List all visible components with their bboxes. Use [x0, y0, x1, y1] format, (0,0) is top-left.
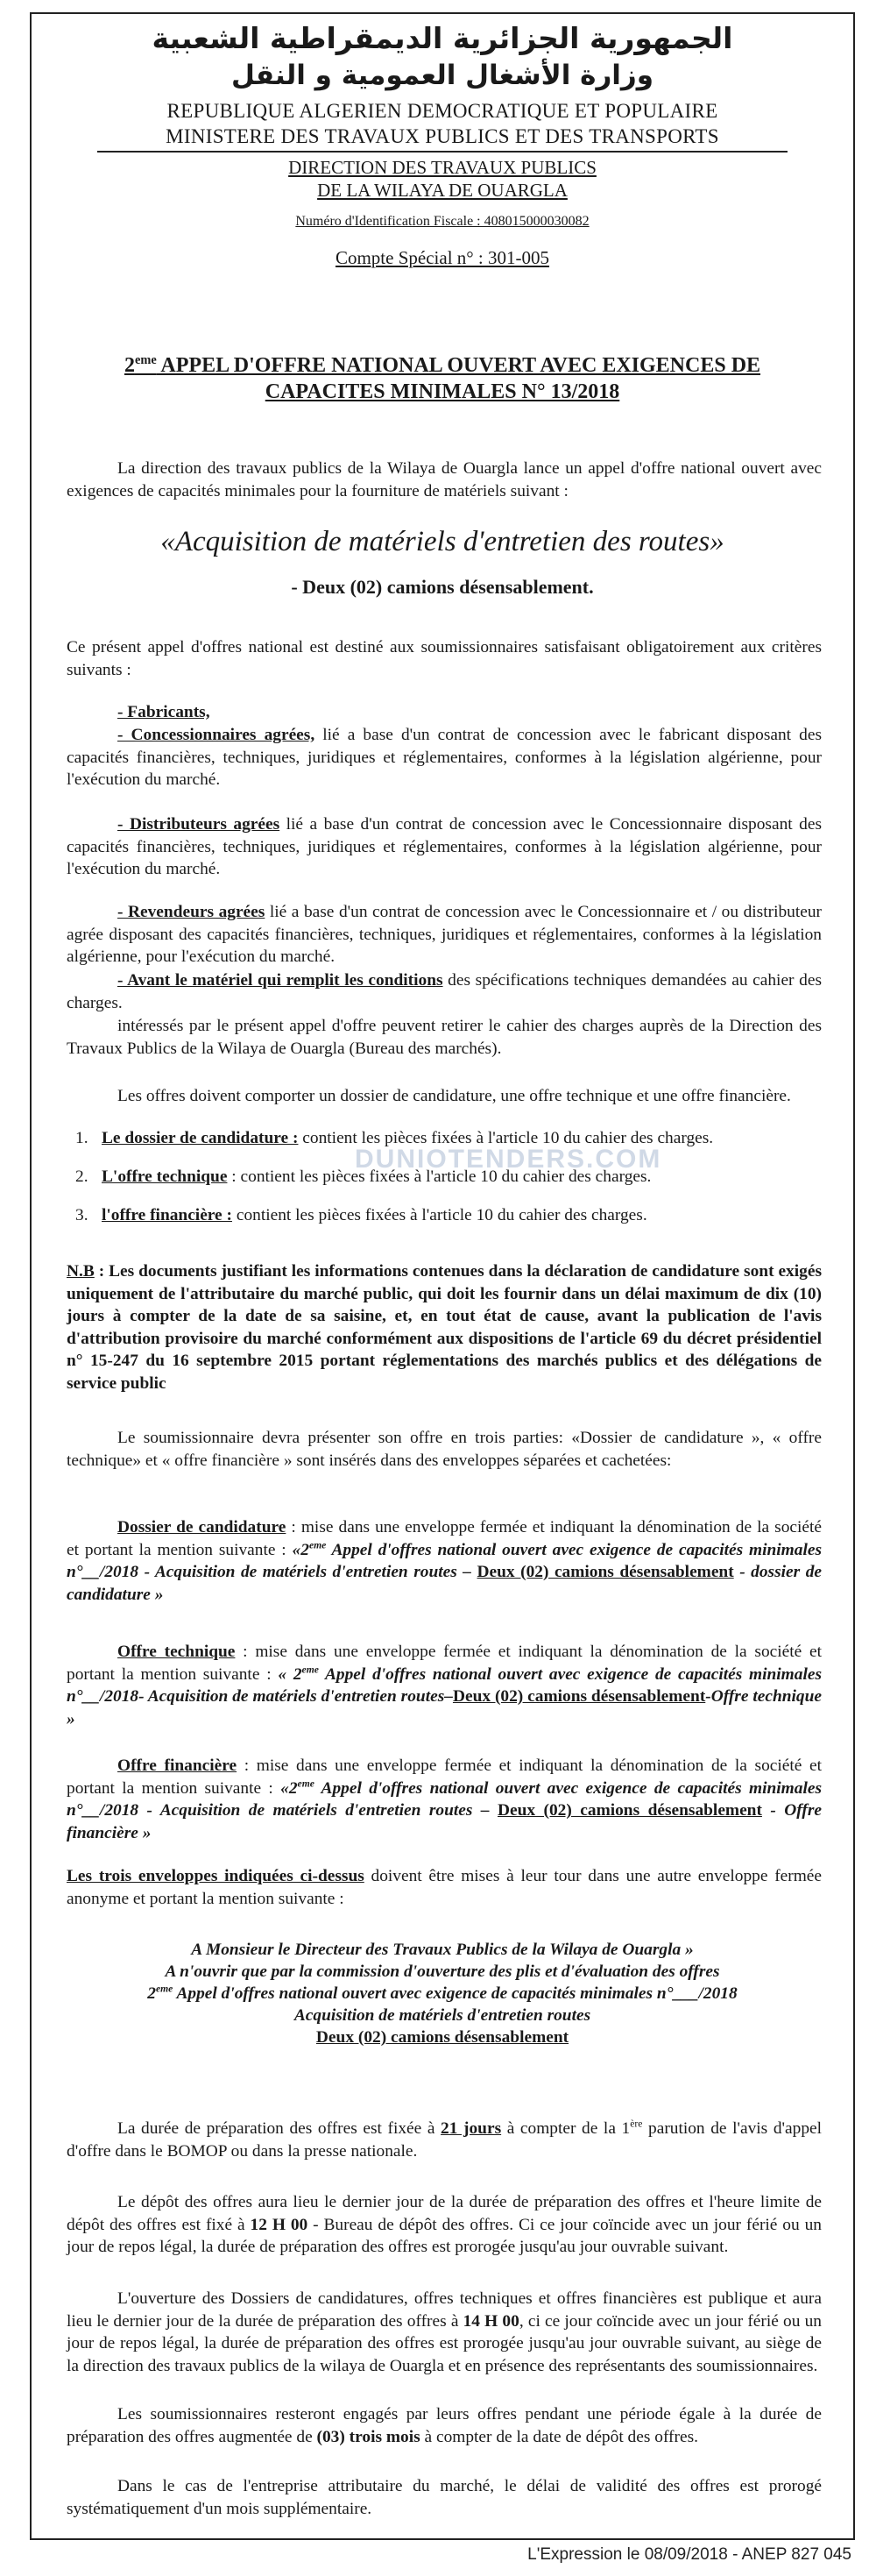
duree-b: à compter de la 1 [501, 2119, 631, 2138]
list-item [67, 1204, 822, 1227]
arabic-ministry-line: وزارة الأشغال العمومية و النقل [230, 60, 654, 91]
document-page [30, 12, 855, 2540]
title-text-1: APPEL D'OFFRE NATIONAL OUVERT AVEC EXIGENCES DE [156, 354, 761, 377]
duree-paragraph [67, 2118, 822, 2162]
tender-title [32, 352, 853, 405]
env-technique-sup: eme [301, 1664, 319, 1676]
engagement-b: à compter de la date de dépôt des offres. [420, 2427, 698, 2446]
duree-a: La durée de préparation des offres est fixée à [117, 2119, 442, 2138]
address-line-3-a: 2 [147, 1984, 156, 2003]
prorogation-paragraph: Dans le cas de l'entreprise attributaire du marché, le délai de validité des offres est prorogé systématiquement d'un mois supplémentaire. [67, 2477, 822, 2518]
env-candidature-lot: Deux (02) camions désensablement [477, 1563, 734, 1581]
list-item-number: 2. [75, 1167, 88, 1186]
ministry-line: MINISTERE DES TRAVAUX PUBLICS ET DES TRANSPORTS [97, 124, 788, 153]
criterion-fabricants-label: - Fabricants, [117, 703, 210, 721]
ouverture-paragraph [67, 2288, 822, 2377]
list-item-number: 1. [75, 1129, 88, 1147]
list-item-label: Le dossier de candidature : [102, 1129, 299, 1147]
ouverture-a: L'ouverture des Dossiers de candidatures, offres techniques et offres financières est publique et aura lieu le dernier jour de la durée de préparation des offres à [67, 2289, 822, 2331]
retrait-paragraph: intéressés par le présent appel d'offre peuvent retirer le cahier des charges auprès de la Direction des Travaux Publics de la Wilaya de Ouargla (Bureau des marchés). [67, 1017, 822, 1058]
ouverture-b: , ci ce jour coïncide avec un jour férié ou un jour de repos légal, la durée de préparation des offres est prorogée jusqu'au jour ouvrable suivant, au siège de la direction des travaux publics de la wilaya de Ouargla et en présence des représentants des soumissionnaires. [67, 2311, 822, 2375]
title-ordinal: 2 [124, 354, 135, 377]
address-line-2: A n'ouvrir que par la commission d'ouverture des plis et d'évaluation des offres [165, 1962, 720, 1981]
criterion-rev-label: - Revendeurs agrées [117, 903, 265, 921]
object-title: «Acquisition de matériels d'entretien des routes» [160, 526, 724, 557]
env-candidature-label: Dossier de candidature [117, 1518, 286, 1536]
criterion-conc-label: - Concessionnaires agrées, [117, 726, 315, 744]
depot-a: Le dépôt des offres aura lieu le dernier jour de la durée de préparation des offres et l'heure limite de dépôt des offres est fixé à [67, 2193, 822, 2234]
envelope-financiere [67, 1755, 822, 1844]
envelope-technique [67, 1641, 822, 1730]
criterion-rev-text: lié a base d'un contrat de concession avec le Concessionnaire et / ou distributeur agrée disposant des capacités financières, techniques, juridiques et réglementaires, conformes à la législation algérienne, pour l'exécution du marché. [67, 903, 822, 966]
ouverture-hour: 14 H 00 [463, 2311, 519, 2331]
list-item-number: 3. [75, 1206, 88, 1224]
list-item-text: : contient les pièces fixées à l'article 10 du cahier des charges. [227, 1167, 652, 1186]
title-line-1 [32, 352, 853, 379]
criterion-dist-text: lié a base d'un contrat de concession avec le Concessionnaire disposant des capacités financières, techniques, juridiques et réglementaires, conformes à la législation algérienne, pour l'exécution du marché. [67, 815, 822, 878]
compte-text: Compte Spécial n° : 301-005 [335, 247, 550, 268]
nb-text: : Les documents justifiant les informations contenues dans la déclaration de candidature sont exigés uniquement de l'attributaire du marché public, qui doit les fournir dans un délai maximum de dix (10) jours à compter de la date de sa saisine, et, en tout état de cause, avant la publication de l'avis d'attribution provisoire du marché conformément aux dispositions de l'article 69 du décret présidentiel n° 15-247 du 16 septembre 2015 portant réglementations des marchés publics et des délégations de service public [67, 1262, 822, 1393]
env-candidature-quote-a: «2 [292, 1540, 309, 1559]
env-candidature-quote-b: Appel d'offres national ouvert avec exigence de capacités minimales n°__/2018 - Acquisition de matériels d'entretien routes – [67, 1540, 822, 1581]
envelope-candidature [67, 1516, 822, 1606]
intro-paragraph: La direction des travaux publics de la Wilaya de Ouargla lance un appel d'offre national ouvert avec exigences de capacités minimales pour la fourniture de matériels suivant : [67, 459, 822, 500]
depot-paragraph [67, 2191, 822, 2259]
direction-text-2: DE LA WILAYA DE OUARGLA [317, 180, 568, 201]
eligibility-paragraph: Ce présent appel d'offres national est destiné aux soumissionnaires satisfaisant obligatoirement aux critères suivants : [67, 638, 822, 679]
address-line-3 [32, 1983, 853, 2005]
env-financiere-lot: Deux (02) camions désensablement [497, 1801, 762, 1820]
address-line-4: Acquisition de matériels d'entretien routes [293, 2006, 591, 2025]
env-financiere-text: : mise dans une enveloppe fermée et indiquant la dénomination de la société et portant la mention suivante : [67, 1756, 823, 1798]
direction-text-1: DIRECTION DES TRAVAUX PUBLICS [288, 157, 597, 178]
publication-footer: L'Expression le 08/09/2018 - ANEP 827 045 [527, 2545, 851, 2564]
list-item-label: L'offre technique [102, 1167, 228, 1186]
env-technique-quote-a: « 2 [278, 1664, 302, 1684]
env-financiere-sup: eme [297, 1778, 314, 1790]
env-financiere-quote-a: «2 [280, 1778, 298, 1798]
letterhead [32, 19, 853, 270]
nif-text: Numéro d'Identification Fiscale : 408015000030082 [295, 214, 590, 229]
list-item-text: contient les pièces fixées à l'article 10 du cahier des charges. [231, 1206, 647, 1224]
compte-line [32, 245, 853, 270]
address-line-5: Deux (02) camions désensablement [315, 2028, 569, 2047]
env-financiere-end: - Offre financière » [67, 1801, 823, 1842]
title-ordinal-sup: eme [134, 353, 157, 367]
env-technique-text: : mise dans une enveloppe fermée et indiquant la dénomination de la société et portant la mention suivante : [67, 1643, 822, 1684]
address-line-3-sup: eme [155, 1983, 173, 1995]
watermark-text: DUNIOTENDERS.COM [355, 1145, 662, 1174]
criterion-dist-label: - Distributeurs agrées [117, 815, 280, 834]
title-line-2 [32, 379, 853, 405]
duree-c: parution de l'avis d'appel d'offre dans le BOMOP ou dans la presse nationale. [67, 2119, 823, 2161]
env-technique-quote-b: Appel d'offres national ouvert avec exigence de capacités minimales n°__/2018- Acquisition de matériels d'entretien routes– [67, 1664, 822, 1706]
nif-line [32, 210, 853, 233]
title-text-2: CAPACITES MINIMALES N° 13/2018 [265, 380, 620, 403]
trois-enveloppes-paragraph [67, 1865, 822, 1910]
env-financiere-quote-b: Appel d'offres national ouvert avec exigence de capacités minimales n°__/2018 - Acquisition de matériels d'entretien routes – [67, 1778, 823, 1820]
list-item-text: contient les pièces fixées à l'article 10 du cahier des charges. [298, 1129, 714, 1147]
criterion-concessionnaires [67, 724, 822, 791]
criterion-mat-label: - Avant le matériel qui remplit les conditions [117, 971, 443, 990]
env-technique-label: Offre technique [117, 1643, 236, 1661]
duree-sup: ère [630, 2118, 643, 2130]
env-technique-end: -Offre technique » [67, 1687, 823, 1728]
engagement-a: Les soumissionnaires resteront engagés par leurs offres pendant une période égale à la durée de préparation des offres augmentée de [67, 2405, 822, 2446]
lot-line: - Deux (02) camions désensablement. [291, 576, 594, 598]
engagement-paragraph [67, 2403, 822, 2448]
list-item-label: l'offre financière : [102, 1206, 232, 1224]
address-line-3-b: Appel d'offres national ouvert avec exigence de capacités minimales n°___/2018 [173, 1984, 738, 2003]
env-candidature-sup: eme [308, 1539, 327, 1551]
direction-line-2 [32, 179, 853, 202]
duree-days: 21 jours [441, 2119, 502, 2138]
arabic-republic-line: الجمهورية الجزائرية الديمقراطية الشعبية [152, 21, 733, 55]
env-technique-lot: Deux (02) camions désensablement [452, 1687, 706, 1706]
republic-line: REPUBLIQUE ALGERIEN DEMOCRATIQUE ET POPULAIRE [166, 100, 718, 122]
criterion-conc-text: lié a base d'un contrat de concession avec le fabricant disposant des capacités financières, techniques, juridiques et réglementaires, conformes à la législation algérienne, pour l'exécution du marché. [67, 726, 822, 789]
nb-paragraph [67, 1260, 822, 1394]
nb-label: N.B [67, 1262, 95, 1281]
criterion-revendeurs [67, 901, 822, 969]
criterion-distributeurs [67, 813, 822, 881]
soumission-paragraph: Le soumissionnaire devra présenter son offre en trois parties: «Dossier de candidature », « offre technique» et « offre financière » sont insérés dans des enveloppes séparées et cachetées: [67, 1429, 822, 1470]
env-candidature-text: : mise dans une enveloppe fermée et indiquant la dénomination de la société et portant la mention suivante : [67, 1518, 822, 1559]
address-line-1: A Monsieur le Directeur des Travaux Publics de la Wilaya de Ouargla » [191, 1941, 694, 1959]
env-financiere-label: Offre financière [117, 1756, 237, 1775]
composition-paragraph: Les offres doivent comporter un dossier de candidature, une offre technique et une offre financière. [117, 1087, 791, 1105]
depot-b: - Bureau de dépôt des offres. Ci ce jour coïncide avec un jour férié ou un jour de repos légal, la durée de préparation des offres est prorogée jusqu'au jour ouvrable suivant. [67, 2215, 822, 2256]
trois-env-text: doivent être mises à leur tour dans une autre enveloppe fermée anonyme et portant la mention suivante : [67, 1867, 823, 1908]
trois-env-label: Les trois enveloppes indiquées ci-dessus [67, 1867, 364, 1885]
direction-line-1 [32, 156, 853, 179]
criterion-materiel [67, 969, 822, 1014]
criterion-fabricants [67, 701, 822, 724]
criterion-mat-text: des spécifications techniques demandées au cahier des charges. [67, 971, 822, 1012]
engagement-duration: (03) trois mois [316, 2427, 420, 2446]
depot-hour: 12 H 00 [250, 2215, 308, 2234]
address-block [32, 1939, 853, 2048]
env-candidature-end: - dossier de candidature » [67, 1563, 823, 1604]
